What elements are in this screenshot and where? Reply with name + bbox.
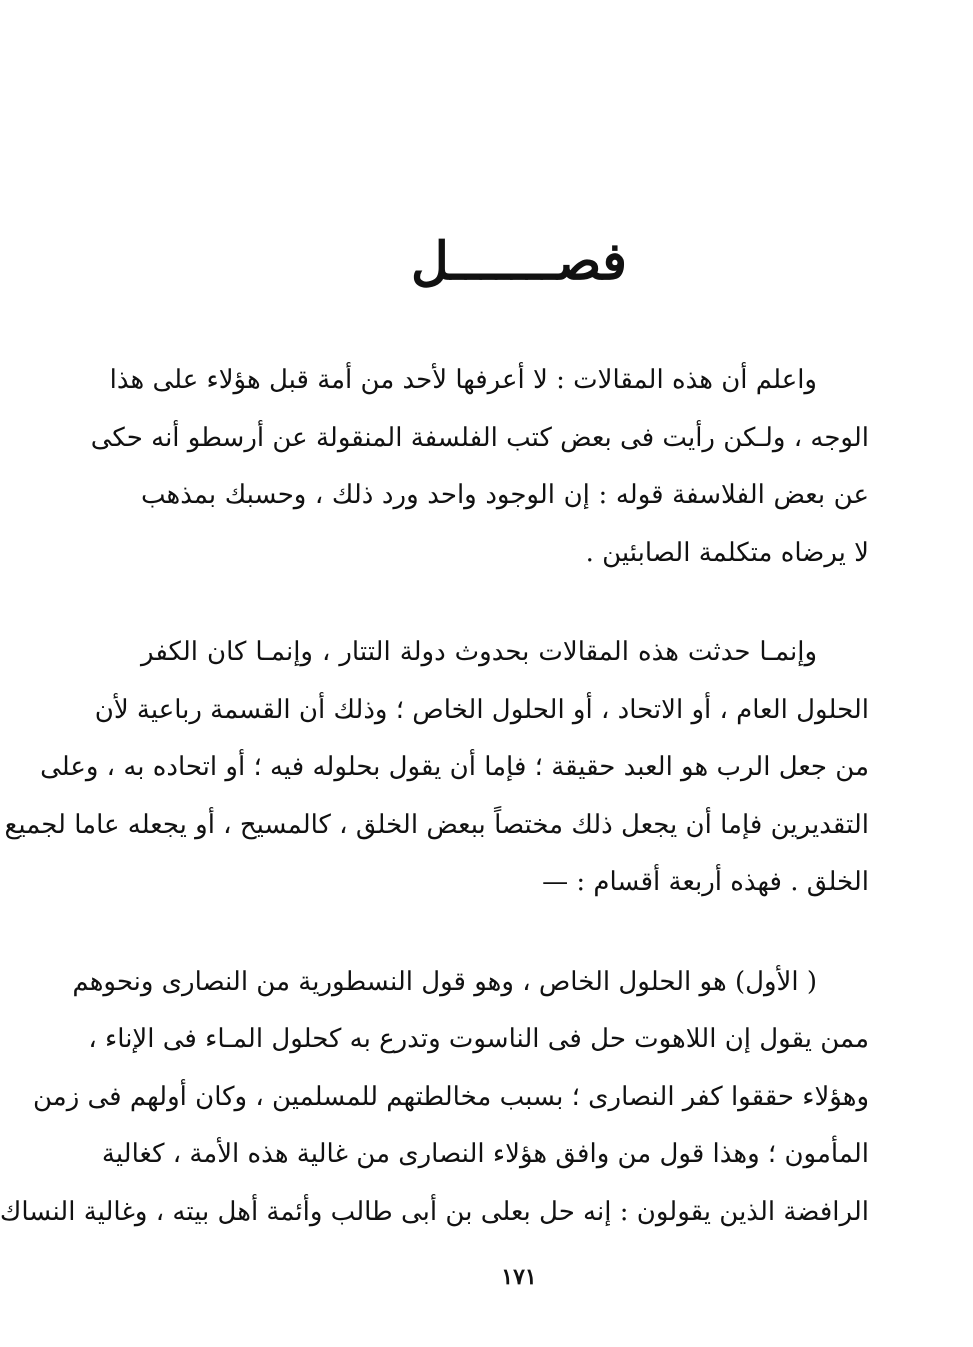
text-line: وإنمـا حدثت هذه المقالات بحدوث دولة التتار ، وإنمـا كان الكفر (141, 637, 817, 667)
text-line: المأمون ؛ وهذا قول من وافق هؤلاء النصارى من غالية هذه الأمة ، كغالية (101, 1139, 869, 1169)
text-line: عن بعض الفلاسفة قوله : إن الوجود واحد ورد ذلك ، وحسبك بمذهب (141, 480, 869, 510)
text-line: التقديرين فإما أن يجعل ذلك مختصاً ببعض الخلق ، كالمسيح ، أو يجعله عاما لجميع (4, 809, 869, 840)
text-line: من جعل الرب هو العبد حقيقة ؛ فإما أن يقول بحلوله فيه ؛ أو اتحاده به ، وعلى (40, 752, 869, 782)
text-line: الحلول العام ، أو الاتحاد ، أو الحلول الخاص ؛ وذلك أن القسمة رباعية لأن (94, 694, 869, 725)
section-heading: فصـــــــل (411, 231, 627, 292)
text-line: الرافضة الذين يقولون : إنه حل بعلى بن أبى طالب وأئمة أهل بيته ، وغالية النساك (0, 1196, 869, 1227)
paragraph-2 (4, 624, 869, 912)
paragraph-1 (90, 352, 869, 582)
paragraph-3 (0, 954, 869, 1242)
text-line: ( الأول) هو الحلول الخاص ، وهو قول النسطورية من النصارى ونحوهم (72, 966, 817, 997)
page-number: ١٧١ (501, 1264, 537, 1290)
body-text (0, 352, 869, 1283)
text-line: لا يرضاه متكلمة الصابئين . (585, 537, 869, 568)
text-line: الخلق . فهذه أربعة أقسام : — (542, 867, 869, 897)
text-line: ممن يقول إن اللاهوت حل فى الناسوت وتدرع به كحلول المـاء فى الإناء ، (88, 1024, 869, 1054)
text-line: واعلم أن هذه المقالات : لا أعرفها لأحد من أمة قبل هؤلاء على هذا (109, 365, 817, 395)
text-line: وهؤلاء حققوا كفر النصارى ؛ بسبب مخالطتهم للمسلمين ، وكان أولهم فى زمن (32, 1081, 869, 1112)
text-line: الوجه ، ولـكن رأيت فى بعض كتب الفلسفة المنقولة عن أرسطو أنه حكى (90, 422, 869, 453)
